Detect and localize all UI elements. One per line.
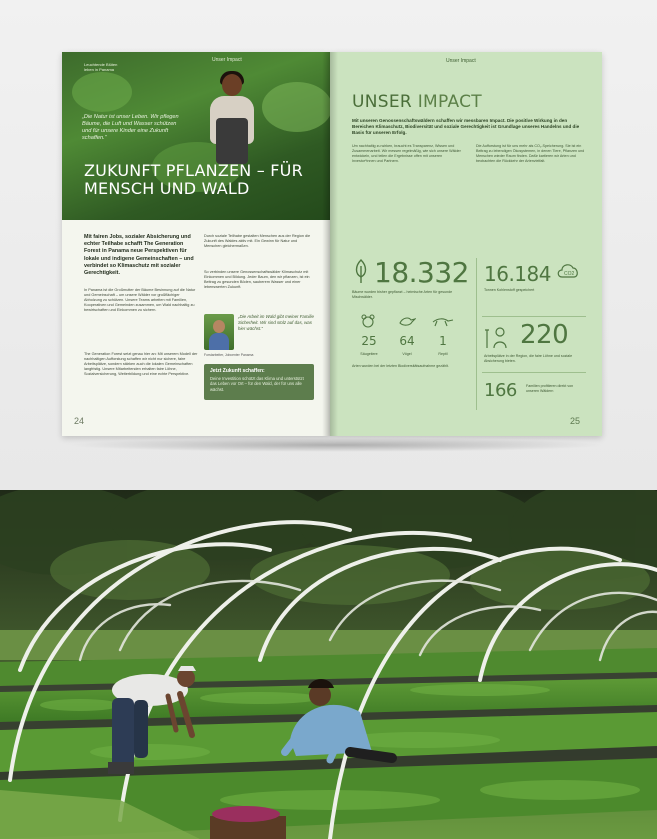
photo-quote: „Die Natur ist unser Leben. Wir pflegen Bäume, die Luft und Wasser schützen und für unsere Kinder eine Zukunft schaffen.“ bbox=[82, 114, 179, 141]
cta-body: Deine Investition schützt das Klima und unterstützt das Leben vor Ort – für den Wald, der für uns alle wächst. bbox=[210, 376, 304, 392]
magazine-spine bbox=[322, 52, 338, 436]
magazine-shadow bbox=[66, 438, 606, 452]
page-number: 25 bbox=[570, 416, 581, 426]
article-body-2: The Generation Forest setzt genau hier an: Mit unserem Modell der nachhaltigen Aufforstung schaffen wir nicht nur sichere, faire Arbeitsplätze, sondern stärken auch die lokalen Gemeinschaften langfristig. Unsere Mitarbeitenden erhalten faire Löhne, Sozialversicherung, Weiterbildung und eine echte Perspektive. bbox=[84, 352, 198, 376]
left-page bbox=[62, 52, 330, 436]
svg-text:CO2: CO2 bbox=[564, 271, 575, 277]
title-thin: IMPACT bbox=[417, 92, 482, 112]
foliage bbox=[72, 72, 132, 112]
article-col2-a: Durch soziale Teilhabe gestalten Menschen aus der Region die Zukunft des Waldes aktiv mit. Ein Gewinn für Natur und Menschen gleichermaßen. bbox=[204, 234, 311, 248]
title-bold: UNSER bbox=[352, 92, 413, 112]
cta-title: Jetzt Zukunft schaffen: bbox=[210, 368, 265, 374]
bird-icon bbox=[398, 314, 416, 328]
page-number: 24 bbox=[74, 416, 85, 426]
worker-icon bbox=[484, 324, 510, 350]
stat-mammals-value: 25 bbox=[361, 334, 377, 348]
foliage bbox=[262, 82, 330, 132]
stat-jobs-value: 220 bbox=[520, 320, 569, 350]
stat-jobs-caption: Arbeitsplätze in der Region, die faire Löhne und soziale Absicherung bieten. bbox=[484, 354, 573, 363]
portrait-quote: „Die Arbeit im Wald gibt meiner Familie Sicherheit. Wir sind stolz auf das, was hier wächst.“ bbox=[238, 314, 314, 331]
stat-families-value: 166 bbox=[484, 380, 517, 401]
co2-icon bbox=[556, 260, 580, 282]
photo-kicker: Leuchtende Blüten leben in Panama bbox=[84, 62, 118, 72]
article-col2-b: So verbinden unsere Genossenschaftswälder Klimaschutz mit Einkommen und Bildung. Jeder Baum, den wir pflanzen, ist ein Beitrag zu gesunden Böden, sauberem Wasser und einer lebenswerten Zukunft. bbox=[204, 270, 310, 289]
cta-box bbox=[204, 364, 314, 400]
animals-caption: Arten wurden bei der letzten Biodiversitätsaufnahme gezählt. bbox=[352, 364, 449, 368]
portrait-photo bbox=[204, 314, 234, 350]
page-header: Unser Impact bbox=[446, 58, 476, 64]
greenhouse-photo bbox=[0, 490, 657, 839]
section-title bbox=[352, 92, 482, 112]
stat-birds-label: Vögel bbox=[402, 352, 412, 356]
portrait-caption: Forstarbeiter, Jobcenter Panama bbox=[204, 353, 254, 357]
stat-reptiles-label: Reptil bbox=[438, 352, 448, 356]
article-title: ZUKUNFT PFLANZEN – FÜR MENSCH UND WALD bbox=[84, 161, 303, 198]
greenhouse-scene bbox=[0, 490, 657, 839]
seedling-crate bbox=[210, 806, 286, 839]
stat-mammals-label: Säugetiere bbox=[360, 352, 378, 356]
section-body-b: Die Aufforstung ist für uns mehr als CO₂-Speicherung. Sie ist ein Beitrag zu lebendigen Ökosystemen, in denen Tiere, Pflanzen und Menschen wieder Raum finden. Dafür kartieren wir Arten und beobachten die Rückkehr der Artenvielfalt. bbox=[476, 144, 585, 163]
page-header: Unser Impact bbox=[212, 57, 242, 63]
section-intro: Mit unseren Genossenschaftswäldern schaffen wir messbaren Impact. Die positive Wirkung in den Bereichen Klimaschutz, Biodiversität und soziale Gerechtigkeit ist Grundlage unseres Handelns und die Basis für unseren Erfolg. bbox=[352, 118, 580, 135]
stat-divider bbox=[476, 258, 477, 410]
section-body-a: Um nachhaltig zu wirken, braucht es Transparenz, Wissen und Zusammenarbeit. Wir messen regelmäßig, wie sich unsere Wälder entwickeln, und teilen die Ergebnisse offen mit unseren Investor*innen und Partnern. bbox=[352, 144, 461, 163]
stat-trees-value: 18.332 bbox=[374, 256, 469, 289]
article-body-1: In Panama ist die Großmutter der Bäume Besinnung auf die Natur und Gemeinschaft – um unsere Wälder vor großflächiger Abholzung zu schützen. Unsere Teams arbeiten mit Familien, Kooperativen und Gemeinden zusammen, um Wald nachhaltig zu bewirtschaften und Einkommen zu sichern. bbox=[84, 288, 196, 312]
article-lead: Mit fairen Jobs, sozialer Absicherung und echter Teilhabe schafft The Generation Forest in Panama neue Perspektiven für lokale und indigene Gemeinschaften – und verbindet so Klimaschutz mit sozialer Gerechtigkeit. bbox=[84, 234, 194, 277]
stat-co2-caption: Tonnen Kohlenstoff gespeichert bbox=[484, 288, 535, 292]
stat-reptiles-value: 1 bbox=[439, 334, 447, 348]
stat-birds-value: 64 bbox=[399, 334, 415, 348]
stat-divider bbox=[482, 372, 586, 373]
mammal-icon bbox=[360, 314, 376, 328]
stat-divider bbox=[482, 316, 586, 317]
reptile-icon bbox=[432, 314, 454, 328]
stat-trees-caption: Bäume wurden bisher gepflanzt – heimische Arten für gesunde Mischwälder. bbox=[352, 290, 453, 299]
tree-icon bbox=[352, 258, 370, 284]
right-page bbox=[330, 52, 602, 436]
stat-co2-value: 16.184 bbox=[484, 262, 551, 286]
stat-families-caption: Familien profitieren direkt von unseren Wäldern bbox=[526, 384, 574, 393]
left-page-photo bbox=[62, 52, 330, 220]
